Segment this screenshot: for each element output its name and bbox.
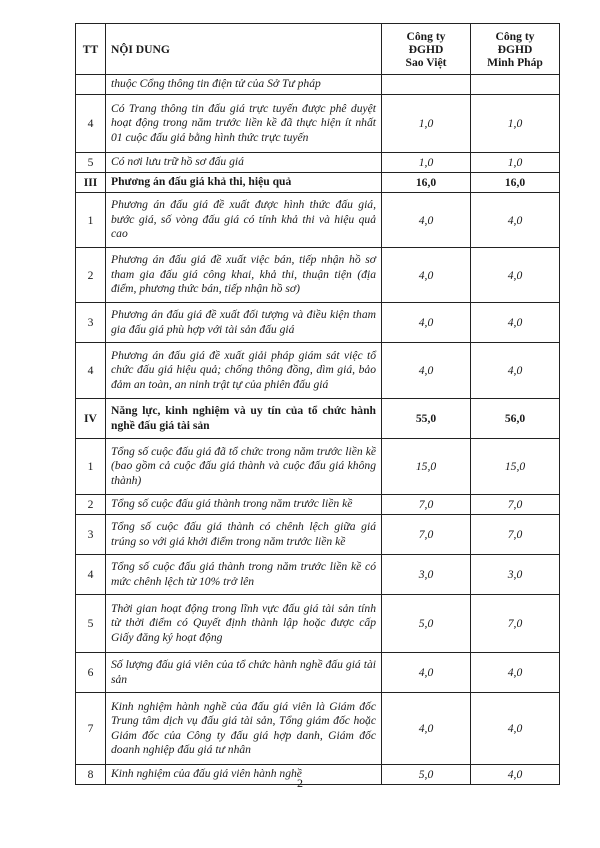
score-sao-viet: 4,0 [382,193,471,248]
score-minh-phap: 4,0 [471,303,560,343]
score-sao-viet: 4,0 [382,343,471,399]
row-content: Phương án đấu giá đề xuất việc bán, tiếp nhận hồ sơ tham gia đấu giá công khai, khả thi, thuận tiện (địa điểm, phương thức bán, tiếp nhận hồ sơ) [106,248,382,303]
row-content: Kinh nghiệm hành nghề của đấu giá viên là Giám đốc Trung tâm dịch vụ đấu giá tài sản, Tổng giám đốc hoặc Giám đốc của Công ty đấu giá hợp danh, Giám đốc doanh nghiệp đấu giá tư nhân [106,693,382,765]
row-content: Tổng số cuộc đấu giá đã tổ chức trong năm trước liền kề (bao gồm cả cuộc đấu giá thành và cuộc đấu giá không thành) [106,439,382,495]
score-sao-viet: 4,0 [382,248,471,303]
table-row [76,343,560,399]
table-row [76,653,560,693]
row-content: Số lượng đấu giá viên của tổ chức hành nghề đấu giá tài sản [106,653,382,693]
table-body [76,75,560,785]
header-org-a-line: Sao Việt [405,55,447,69]
row-number: 3 [76,515,106,555]
header-org-a-line: ĐGHD [408,42,444,56]
score-sao-viet: 4,0 [382,303,471,343]
table-row [76,693,560,765]
table-row [76,555,560,595]
table-row [76,495,560,515]
row-content: Có Trang thông tin đấu giá trực tuyến được phê duyệt hoạt động trong năm trước liền kề đã thực hiện ít nhất 01 cuộc đấu giá bằng hình thức trực tuyến [106,95,382,153]
table-row [76,515,560,555]
score-minh-phap: 16,0 [471,173,560,193]
score-minh-phap: 3,0 [471,555,560,595]
table-row [76,193,560,248]
score-sao-viet: 5,0 [382,765,471,785]
row-number: 4 [76,95,106,153]
row-number: 5 [76,153,106,173]
row-content: Phương án đấu giá đề xuất được hình thức đấu giá, bước giá, số vòng đấu giá có tính khả thi và hiệu quả cao [106,193,382,248]
row-number: 7 [76,693,106,765]
table-row [76,95,560,153]
row-number: 1 [76,439,106,495]
score-minh-phap: 4,0 [471,343,560,399]
table-row [76,303,560,343]
row-number: 2 [76,495,106,515]
score-sao-viet: 4,0 [382,653,471,693]
score-sao-viet: 7,0 [382,515,471,555]
row-content: Kinh nghiệm của đấu giá viên hành nghề [106,765,382,785]
row-content: Tổng số cuộc đấu giá thành trong năm trước liền kề có mức chênh lệch từ 10% trở lên [106,555,382,595]
header-org-sao-viet [382,24,471,75]
row-content: Năng lực, kinh nghiệm và uy tín của tổ chức hành nghề đấu giá tài sản [106,399,382,439]
score-sao-viet: 7,0 [382,495,471,515]
row-number: 4 [76,555,106,595]
score-minh-phap: 56,0 [471,399,560,439]
row-number [76,75,106,95]
row-content: Thời gian hoạt động trong lĩnh vực đấu giá tài sản tính từ thời điểm có Quyết định thành lập hoặc được cấp Giấy đăng ký hoạt động [106,595,382,653]
row-number: 5 [76,595,106,653]
page-number: 2 [297,776,303,790]
row-content: Phương án đấu giá đề xuất giải pháp giám sát việc tổ chức đấu giá hiệu quả; chống thông đồng, dìm giá, bảo đảm an toàn, an ninh trật tự của phiên đấu giá [106,343,382,399]
row-number: 1 [76,193,106,248]
row-content: Phương án đấu giá khả thi, hiệu quả [106,173,382,193]
row-number: III [76,173,106,193]
score-sao-viet: 15,0 [382,439,471,495]
score-minh-phap: 7,0 [471,595,560,653]
header-row [76,24,560,75]
row-content: Có nơi lưu trữ hồ sơ đấu giá [106,153,382,173]
score-minh-phap: 7,0 [471,495,560,515]
header-content: NỘI DUNG [106,24,382,75]
table-row [76,75,560,95]
score-minh-phap: 15,0 [471,439,560,495]
score-sao-viet: 55,0 [382,399,471,439]
row-content: thuộc Cổng thông tin điện tử của Sở Tư pháp [106,75,382,95]
score-minh-phap: 4,0 [471,653,560,693]
score-sao-viet: 5,0 [382,595,471,653]
section-row [76,399,560,439]
row-number: 3 [76,303,106,343]
score-minh-phap: 4,0 [471,248,560,303]
score-minh-phap: 4,0 [471,765,560,785]
score-sao-viet [382,75,471,95]
row-number: 6 [76,653,106,693]
section-row [76,173,560,193]
score-sao-viet: 1,0 [382,153,471,173]
score-minh-phap: 7,0 [471,515,560,555]
score-minh-phap: 1,0 [471,95,560,153]
table-row [76,248,560,303]
score-sao-viet: 16,0 [382,173,471,193]
row-number: 2 [76,248,106,303]
score-minh-phap: 4,0 [471,193,560,248]
header-org-minh-phap [471,24,560,75]
score-minh-phap: 1,0 [471,153,560,173]
score-minh-phap: 4,0 [471,693,560,765]
score-table [75,23,560,785]
row-content: Tổng số cuộc đấu giá thành trong năm trước liền kề [106,495,382,515]
row-number: IV [76,399,106,439]
row-number: 8 [76,765,106,785]
table-row [76,153,560,173]
row-number: 4 [76,343,106,399]
row-content: Tổng số cuộc đấu giá thành có chênh lệch giữa giá trúng so với giá khởi điểm trong năm trước liền kề [106,515,382,555]
score-sao-viet: 3,0 [382,555,471,595]
header-org-b-line: Minh Pháp [487,55,543,69]
score-sao-viet: 4,0 [382,693,471,765]
table-row [76,439,560,495]
header-org-b-line: Công ty [495,29,535,43]
score-sao-viet: 1,0 [382,95,471,153]
header-tt: TT [76,24,106,75]
table-row [76,595,560,653]
score-minh-phap [471,75,560,95]
row-content: Phương án đấu giá đề xuất đối tượng và điều kiện tham gia đấu giá phù hợp với tài sản đấu giá [106,303,382,343]
header-org-b-line: ĐGHD [497,42,533,56]
header-org-a-line: Công ty [406,29,446,43]
